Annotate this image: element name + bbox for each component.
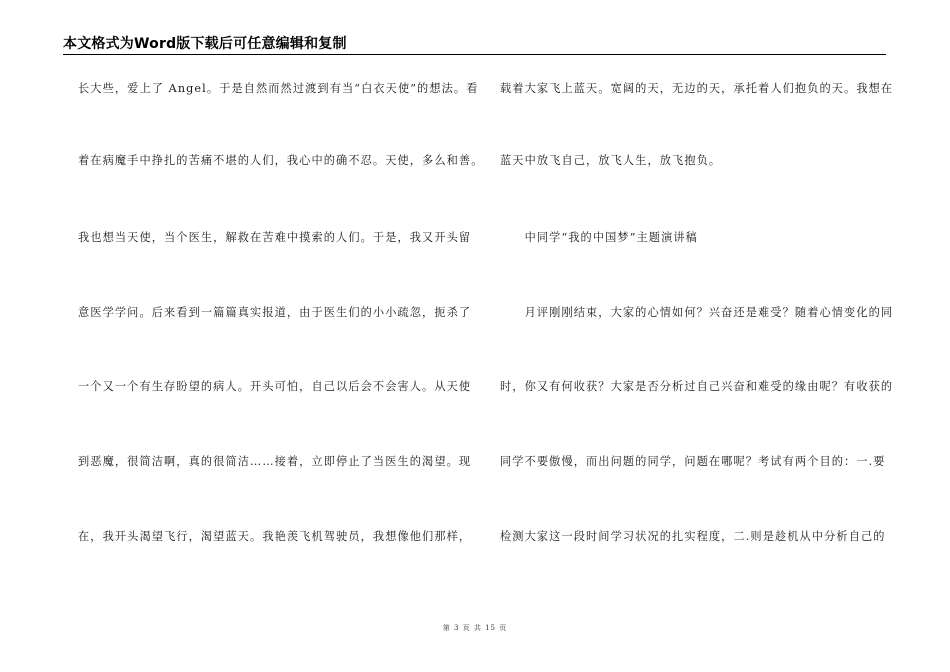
right-line-2: 蓝天中放飞自己，放飞人生，放飞抱负。	[500, 154, 722, 167]
page-header-title: 本文格式为Word版下载后可任意编辑和复制	[63, 36, 347, 52]
right-line-6: 同学不要傲慢，而出问题的同学，问题在哪呢？考试有两个目的：一.要	[500, 455, 886, 468]
right-line-5: 时，你又有何收获？大家是否分析过自己兴奋和难受的缘由呢？有收获的	[500, 380, 894, 393]
right-line-1: 载着大家飞上蓝天。宽阔的天，无边的天，承托着人们抱负的天。我想在	[500, 82, 894, 95]
speech-title: 中同学“我的中国梦”主题演讲稿	[500, 231, 698, 244]
left-line-6: 到恶魔，很简洁啊，真的很简洁……接着，立即停止了当医生的渴望。现	[78, 455, 472, 468]
right-line-4: 月评刚刚结束，大家的心情如何？兴奋还是难受？随着心情变化的同	[500, 306, 894, 319]
right-line-7: 检测大家这一段时间学习状况的扎实程度，二.则是趁机从中分析自己的	[500, 530, 886, 543]
header-divider	[63, 54, 886, 55]
left-line-2: 着在病魔手中挣扎的苦痛不堪的人们，我心中的确不忍。天使，多么和善。	[78, 154, 484, 167]
left-line-1: 长大些，爱上了 Angel。于是自然而然过渡到有当“白衣天使”的想法。看	[78, 82, 479, 95]
left-line-5: 一个又一个有生存盼望的病人。开头可怕，自己以后会不会害人。从天使	[78, 380, 472, 393]
left-line-3: 我也想当天使，当个医生，解救在苦难中摸索的人们。于是，我又开头留	[78, 231, 472, 244]
page-number-footer: 第 3 页 共 15 页	[442, 624, 508, 632]
left-line-7: 在，我开头渴望飞行，渴望蓝天。我艳羡飞机驾驶员，我想像他们那样，	[78, 530, 472, 543]
left-line-4: 意医学学问。后来看到一篇篇真实报道，由于医生们的小小疏忽，扼杀了	[78, 306, 472, 319]
